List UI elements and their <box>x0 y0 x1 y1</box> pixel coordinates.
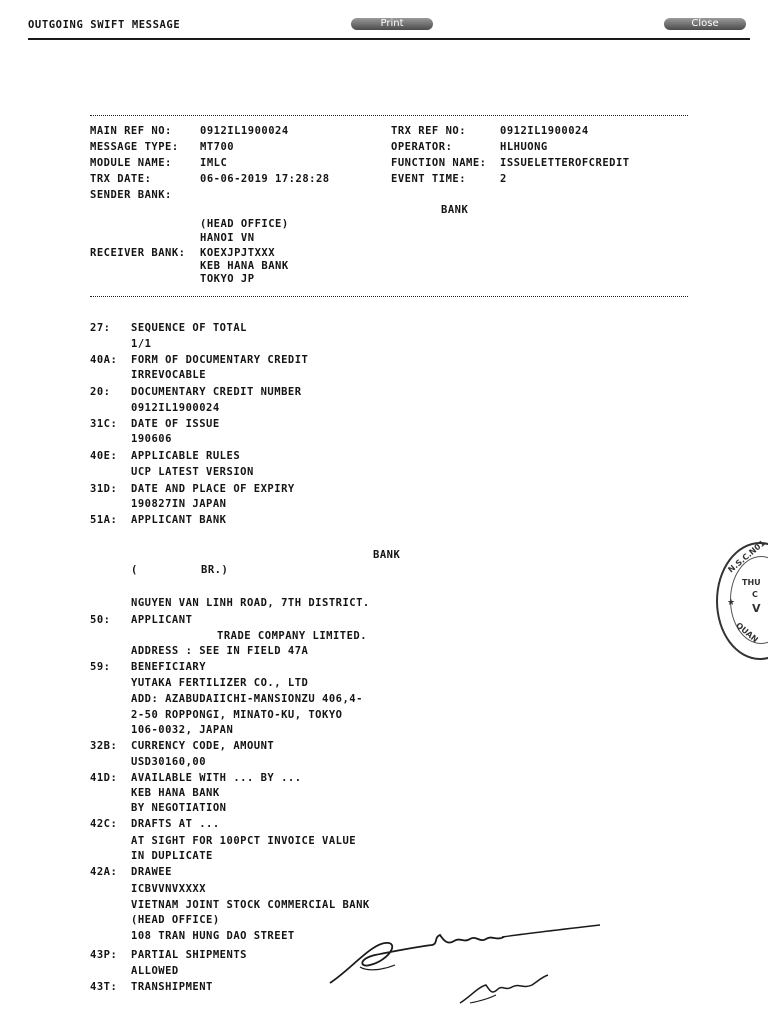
field-value: ADDRESS : SEE IN FIELD 47A <box>131 645 309 657</box>
operator-value: HLHUONG <box>500 141 548 153</box>
field-value: IRREVOCABLE <box>131 369 207 381</box>
stamp-text: V <box>752 602 761 615</box>
stamp-text: THU <box>742 578 761 587</box>
field-name: APPLICANT BANK <box>131 514 227 526</box>
trx-ref-label: TRX REF NO: <box>391 125 467 137</box>
field-value: BR.) <box>201 564 229 576</box>
field-value: ICBVVNVXXXX <box>131 883 207 895</box>
field-value: UCP LATEST VERSION <box>131 466 254 478</box>
sender-bank-city: HANOI VN <box>200 232 255 244</box>
trx-ref-value: 0912IL1900024 <box>500 125 589 137</box>
dotted-divider <box>90 115 688 116</box>
close-button[interactable]: Close <box>664 18 746 30</box>
field-value: 106-0032, JAPAN <box>131 724 234 736</box>
field-value: BANK <box>373 549 401 561</box>
stamp-text: C <box>752 590 758 599</box>
main-ref-value: 0912IL1900024 <box>200 125 289 137</box>
field-tag: 32B: <box>90 740 118 752</box>
field-name: CURRENCY CODE, AMOUNT <box>131 740 275 752</box>
field-value: IN DUPLICATE <box>131 850 213 862</box>
field-name: PARTIAL SHIPMENTS <box>131 949 247 961</box>
field-value: ADD: AZABUDAIICHI-MANSIONZU 406,4- <box>131 693 363 705</box>
field-tag: 41D: <box>90 772 118 784</box>
message-type-value: MT700 <box>200 141 235 153</box>
field-value: 190606 <box>131 433 172 445</box>
message-type-label: MESSAGE TYPE: <box>90 141 179 153</box>
print-button[interactable]: Print <box>351 18 433 30</box>
field-value: 190827IN JAPAN <box>131 498 227 510</box>
field-name: DATE OF ISSUE <box>131 418 220 430</box>
field-name: APPLICANT <box>131 614 193 626</box>
field-tag: 31C: <box>90 418 118 430</box>
field-value: TRADE COMPANY LIMITED. <box>217 630 368 642</box>
field-value: NGUYEN VAN LINH ROAD, 7TH DISTRICT. <box>131 597 370 609</box>
field-tag: 20: <box>90 386 111 398</box>
field-tag: 43P: <box>90 949 118 961</box>
field-value: AT SIGHT FOR 100PCT INVOICE VALUE <box>131 835 357 847</box>
trx-date-label: TRX DATE: <box>90 173 152 185</box>
field-value: ( <box>131 564 138 576</box>
stamp-text: N.S.C.N01 <box>726 538 767 575</box>
module-label: MODULE NAME: <box>90 157 172 169</box>
top-bar <box>0 0 768 40</box>
field-tag: 31D: <box>90 483 118 495</box>
field-value: 108 TRAN HUNG DAO STREET <box>131 930 295 942</box>
field-name: FORM OF DOCUMENTARY CREDIT <box>131 354 309 366</box>
field-name: DOCUMENTARY CREDIT NUMBER <box>131 386 302 398</box>
field-name: BENEFICIARY <box>131 661 207 673</box>
field-value: YUTAKA FERTILIZER CO., LTD <box>131 677 309 689</box>
receiver-bank-label: RECEIVER BANK: <box>90 247 186 259</box>
field-value: VIETNAM JOINT STOCK COMMERCIAL BANK <box>131 899 370 911</box>
field-tag: 27: <box>90 322 111 334</box>
field-name: DATE AND PLACE OF EXPIRY <box>131 483 295 495</box>
page-title: OUTGOING SWIFT MESSAGE <box>28 19 181 31</box>
field-value: 2-50 ROPPONGI, MINATO-KU, TOKYO <box>131 709 343 721</box>
field-value: USD30160,00 <box>131 756 207 768</box>
receiver-bank-city: TOKYO JP <box>200 273 255 285</box>
field-tag: 42C: <box>90 818 118 830</box>
sender-bank-name: BANK <box>441 204 469 216</box>
field-name: TRANSHIPMENT <box>131 981 213 993</box>
main-ref-label: MAIN REF NO: <box>90 125 172 137</box>
function-label: FUNCTION NAME: <box>391 157 487 169</box>
field-tag: 42A: <box>90 866 118 878</box>
header-divider <box>28 38 750 40</box>
sender-bank-label: SENDER BANK: <box>90 189 172 201</box>
stamp-text: QUAN <box>734 620 760 645</box>
field-tag: 51A: <box>90 514 118 526</box>
field-tag: 40E: <box>90 450 118 462</box>
handwritten-signature <box>320 915 620 1015</box>
field-tag: 59: <box>90 661 111 673</box>
event-time-value: 2 <box>500 173 507 185</box>
receiver-bank-bic: KOEXJPJTXXX <box>200 247 276 259</box>
field-tag: 50: <box>90 614 111 626</box>
field-value: BY NEGOTIATION <box>131 802 227 814</box>
field-name: DRAFTS AT ... <box>131 818 220 830</box>
stamp-star-icon: ★ <box>727 598 736 608</box>
trx-date-value: 06-06-2019 17:28:28 <box>200 173 330 185</box>
field-value: KEB HANA BANK <box>131 787 220 799</box>
field-tag: 40A: <box>90 354 118 366</box>
field-name: DRAWEE <box>131 866 172 878</box>
field-value: ALLOWED <box>131 965 179 977</box>
dotted-divider <box>90 296 688 297</box>
operator-label: OPERATOR: <box>391 141 453 153</box>
field-value: 1/1 <box>131 338 152 350</box>
field-name: AVAILABLE WITH ... BY ... <box>131 772 302 784</box>
sender-bank-office: (HEAD OFFICE) <box>200 218 289 230</box>
field-value: (HEAD OFFICE) <box>131 914 220 926</box>
function-value: ISSUELETTEROFCREDIT <box>500 157 630 169</box>
field-name: SEQUENCE OF TOTAL <box>131 322 247 334</box>
receiver-bank-name: KEB HANA BANK <box>200 260 289 272</box>
field-name: APPLICABLE RULES <box>131 450 241 462</box>
field-tag: 43T: <box>90 981 118 993</box>
field-value: 0912IL1900024 <box>131 402 220 414</box>
module-value: IMLC <box>200 157 228 169</box>
event-time-label: EVENT TIME: <box>391 173 467 185</box>
